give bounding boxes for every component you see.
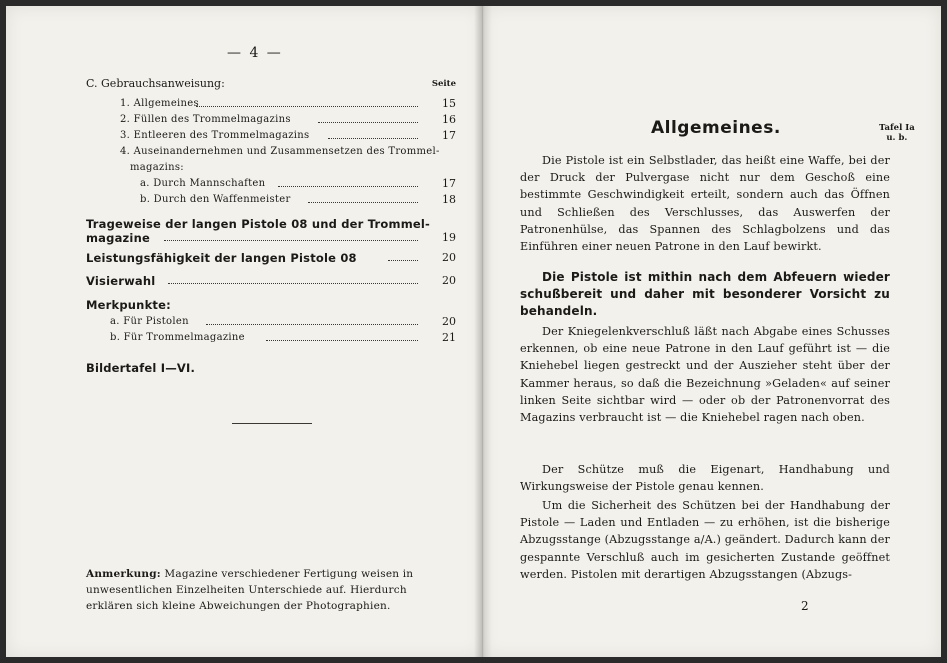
toc-page-number: 20 (442, 251, 456, 264)
toc-entry: b. Für Trommelmagazine (110, 332, 245, 343)
toc-entry: 1. Allgemeines (120, 98, 199, 109)
toc-page-number: 20 (442, 274, 456, 287)
paragraph: Die Pistole ist ein Selbstlader, das heißt eine Waffe, bei der der Druck der Pulvergase nicht nur dem Geschoß eine bestimmte Geschwindigkeit erteilt, sondern auch das Öffnen und Schließen des Verschlusses, das Auswerfen der Patronenhülse, das Spannen des Schlagbolzens und das Einführen einer neuen Patrone in den Lauf bewirkt. (520, 154, 890, 254)
toc-row (86, 230, 456, 246)
toc-row (86, 128, 456, 144)
toc-row (86, 273, 456, 289)
toc-leader (308, 201, 418, 203)
plate-reference (879, 123, 915, 143)
plate-reference-line: u. b. (886, 133, 908, 143)
left-page-number: — 4 — (227, 45, 283, 61)
toc-heading: Trageweise der langen Pistole 08 und der Trommel- (86, 217, 430, 231)
toc-row (86, 314, 456, 330)
toc-entry: 4. Auseinandernehmen und Zusammensetzen des Trommel- (120, 146, 440, 157)
toc-page-number: 16 (442, 113, 456, 126)
toc-leader (328, 137, 418, 139)
divider-rule (232, 423, 312, 424)
paragraph: Um die Sicherheit des Schützen bei der Handhabung der Pistole — Laden und Entladen — zu erhöhen, ist die bisherige Abzugsstange (Abzugsstange a/A.) geändert. Dadurch kann der gespannte Verschluß auch im gesicherten Zustande geöffnet werden. Pistolen mit derartigen Abzugsstangen (Abzugs- (520, 499, 890, 581)
toc-page-number: 15 (442, 97, 456, 110)
toc-row (86, 192, 456, 208)
toc-entry: b. Durch den Waffenmeister (140, 194, 291, 205)
toc-row (86, 160, 456, 176)
toc-row (86, 297, 456, 313)
toc-heading: Visierwahl (86, 274, 156, 288)
toc-leader (168, 282, 418, 284)
toc-page-number: 20 (442, 315, 456, 328)
toc-heading: Merkpunkte: (86, 298, 171, 312)
book-gutter (474, 6, 492, 657)
toc-entry: magazins: (130, 162, 184, 173)
toc-heading: Bildertafel I—VI. (86, 361, 196, 375)
toc-row (86, 76, 456, 92)
toc-row (86, 176, 456, 192)
toc-heading: magazine (86, 231, 150, 245)
footnote-text: Magazine verschiedener Fertigung weisen in unwesentlichen Einzelheiten Unterschiede auf. Hierdurch erklären sich kleine Abweichungen der Photographien. (86, 568, 414, 612)
toc-leader (206, 323, 418, 325)
toc-row (86, 360, 456, 376)
toc-page-number: 17 (442, 177, 456, 190)
toc-row (86, 330, 456, 346)
toc-page-number: 21 (442, 331, 456, 344)
toc-heading: Leistungsfähigkeit der langen Pistole 08 (86, 251, 357, 265)
toc-leader (196, 105, 418, 107)
toc-entry: 2. Füllen des Trommelmagazins (120, 114, 291, 125)
paragraph: Der Kniegelenkverschluß läßt nach Abgabe eines Schusses erkennen, ob eine neue Patrone in den Lauf geführt ist — die Kniehebel liegen gestreckt und der Auszieher steht über der Kammer heraus, so daß die Bezeichnung »Geladen« auf seiner linken Seite sichtbar wird — oder ob der Patronenvorrat des Magazins verbraucht ist — die Kniehebel ragen nach oben. (520, 325, 890, 425)
toc-row (86, 112, 456, 128)
toc-leader (318, 121, 418, 123)
emphasis-paragraph: Die Pistole ist mithin nach dem Abfeuern wieder schußbereit und daher mit besonderer Vorsicht zu behandeln. (520, 270, 890, 318)
toc-row (86, 144, 456, 160)
toc-row (86, 250, 456, 266)
plate-reference-line: Tafel Ia (879, 123, 915, 133)
toc-section-title: C. Gebrauchsanweisung: (86, 77, 225, 90)
right-page (483, 6, 941, 657)
toc-leader (278, 185, 418, 187)
footnote-label: Anmerkung: (86, 568, 161, 580)
paragraph: Der Schütze muß die Eigenart, Handhabung und Wirkungsweise der Pistole genau kennen. (520, 463, 890, 494)
toc-page-number: 17 (442, 129, 456, 142)
toc-row (86, 96, 456, 112)
toc-entry: a. Durch Mannschaften (140, 178, 266, 189)
toc-entry: 3. Entleeren des Trommelmagazins (120, 130, 310, 141)
toc-leader (266, 339, 418, 341)
toc-page-number: 19 (442, 231, 456, 244)
page-title: Allgemeines. (651, 118, 781, 138)
toc-entry: a. Für Pistolen (110, 316, 189, 327)
toc-leader (388, 259, 418, 261)
toc-page-number: 18 (442, 193, 456, 206)
right-page-number: 2 (801, 599, 809, 613)
toc-leader (164, 239, 418, 241)
footnote (86, 566, 456, 614)
seite-label: Seite (431, 79, 456, 89)
left-page (6, 6, 483, 657)
